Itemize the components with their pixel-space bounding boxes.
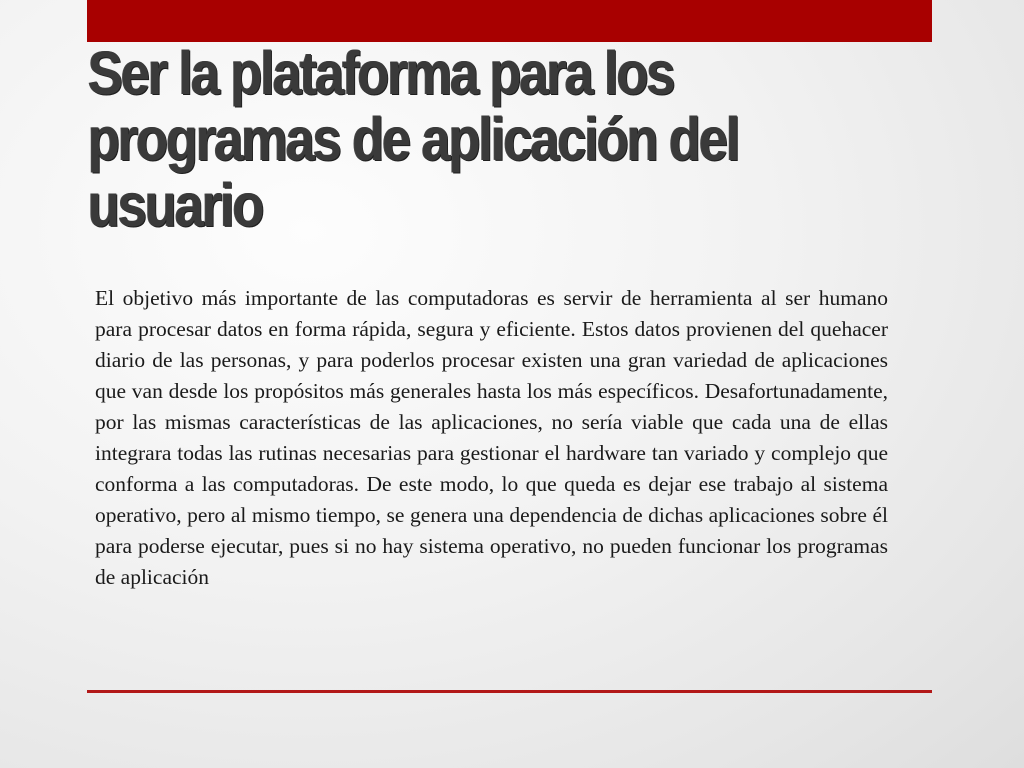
slide-body-text: El objetivo más importante de las computadoras es servir de herramienta al ser humano para procesar datos en forma rápida, segura y eficiente. Estos datos provienen del quehacer diario de las personas, y para poderlos procesar existen una gran variedad de aplicaciones que van desde los propósitos más generales hasta los más específicos. Desafortunadamente, por las mismas características de las aplicaciones, no sería viable que cada una de ellas integrara todas las rutinas necesarias para gestionar el hardware tan variado y complejo que conforma a las computadoras. De este modo, lo que queda es dejar ese trabajo al sistema operativo, pero al mismo tiempo, se genera una dependencia de dichas aplicaciones sobre él para poderse ejecutar, pues si no hay sistema operativo, no pueden funcionar los programas de aplicación [95, 286, 888, 589]
slide-title: Ser la plataforma para los programas de aplicación del usuario [88, 39, 739, 239]
bottom-divider-line [87, 690, 932, 693]
top-accent-bar [87, 0, 932, 42]
